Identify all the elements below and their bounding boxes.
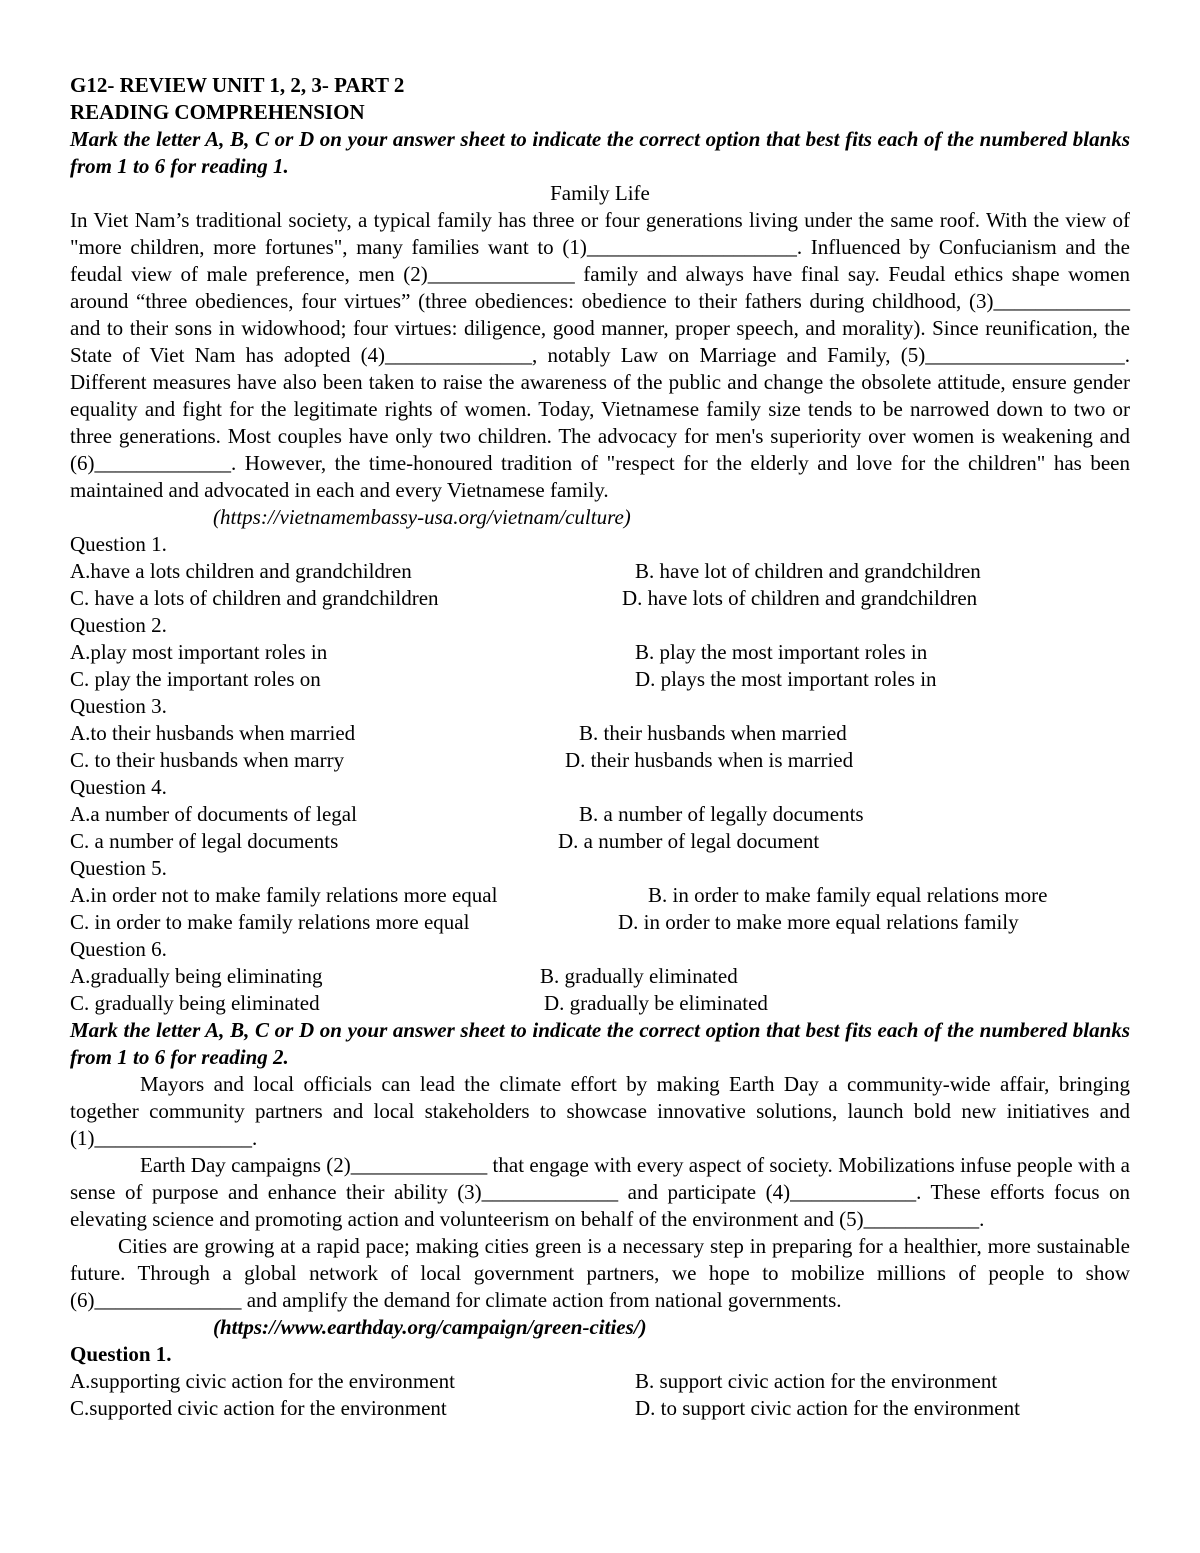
question-label: Question 1. — [70, 1342, 172, 1366]
option-d: D. plays the most important roles in — [635, 667, 937, 691]
reading1-source: (https://vietnamembassy-usa.org/vietnam/culture) — [213, 505, 631, 529]
passage-title: Family Life — [550, 181, 650, 205]
document-title: G12- REVIEW UNIT 1, 2, 3- PART 2 — [70, 73, 405, 97]
option-d: D. to support civic action for the environment — [635, 1396, 1020, 1420]
option-a: A.have a lots children and grandchildren — [70, 559, 412, 583]
option-b: B. a number of legally documents — [579, 802, 864, 826]
option-a: A.play most important roles in — [70, 640, 328, 664]
option-b: B. their husbands when married — [579, 721, 847, 745]
option-c: C. gradually being eliminated — [70, 991, 320, 1015]
question-options-row — [70, 828, 1130, 855]
question-options-row — [70, 747, 1130, 774]
question-label: Question 2. — [70, 613, 167, 637]
option-d: D. a number of legal document — [558, 829, 820, 853]
option-a: A.in order not to make family relations more equal — [70, 883, 498, 907]
option-c: C. play the important roles on — [70, 667, 321, 691]
reading2-source: (https://www.earthday.org/campaign/green-cities/) — [213, 1315, 647, 1339]
reading2-paragraph-2: Earth Day campaigns (2)_____________ that engage with every aspect of society. Mobilizations infuse people with a sense of purpose and enhance their ability (3)_____________ and participate (4)____________. These efforts focus on elevating science and promoting action and volunteerism on behalf of the environment and (5)___________. — [70, 1153, 1130, 1231]
question-label: Question 1. — [70, 532, 167, 556]
section-heading: READING COMPREHENSION — [70, 100, 365, 124]
question-options-row — [70, 909, 1130, 936]
question-label: Question 3. — [70, 694, 167, 718]
question-options-row — [70, 801, 1130, 828]
question-options-row — [70, 558, 1130, 585]
option-a: A.a number of documents of legal — [70, 802, 357, 826]
option-a: A.supporting civic action for the environment — [70, 1369, 455, 1393]
option-c: C.supported civic action for the environment — [70, 1396, 447, 1420]
question-options-row — [70, 639, 1130, 666]
question-label: Question 4. — [70, 775, 167, 799]
question-label: Question 6. — [70, 937, 167, 961]
option-d: D. have lots of children and grandchildren — [622, 586, 978, 610]
option-a: A.to their husbands when married — [70, 721, 356, 745]
option-c: C. in order to make family relations more equal — [70, 910, 470, 934]
option-b: B. in order to make family equal relations more — [648, 883, 1048, 907]
question-options-row — [70, 1368, 1130, 1395]
reading2-paragraph-3: Cities are growing at a rapid pace; making cities green is a necessary step in preparing for a healthier, more sustainable future. Through a global network of local government partners, we hope to mobilize millions of people to show (6)______________ and amplify the demand for climate action from national governments. — [70, 1234, 1130, 1312]
option-b: B. support civic action for the environment — [635, 1369, 998, 1393]
option-d: D. their husbands when is married — [565, 748, 854, 772]
question-options-row — [70, 720, 1130, 747]
question-options-row — [70, 963, 1130, 990]
reading2-paragraph-1: Mayors and local officials can lead the climate effort by making Earth Day a community-wide affair, bringing together community partners and local stakeholders to showcase innovative solutions, launch bold new initiatives and (1)_______________. — [70, 1072, 1130, 1150]
question-options-row — [70, 882, 1130, 909]
option-b: B. have lot of children and grandchildren — [635, 559, 981, 583]
option-a: A.gradually being eliminating — [70, 964, 323, 988]
option-c: C. have a lots of children and grandchildren — [70, 586, 439, 610]
question-options-row — [70, 990, 1130, 1017]
reading2-instruction: Mark the letter A, B, C or D on your answer sheet to indicate the correct option that best fits each of the numbered blanks from 1 to 6 for reading 2. — [70, 1018, 1130, 1069]
option-d: D. gradually be eliminated — [544, 991, 768, 1015]
question-options-row — [70, 1395, 1130, 1422]
question-options-row — [70, 585, 1130, 612]
reading1-passage: In Viet Nam’s traditional society, a typical family has three or four generations living under the same roof. With the view of "more children, more fortunes", many families want to (1)____________________. Influenced by Confucianism and the feudal view of male preference, men (2)______________ family and always have final say. Feudal ethics shape women around “three obediences, four virtues” (three obediences: obedience to their fathers during childhood, (3)_____________ and to their sons in widowhood; four virtues: diligence, good manner, proper speech, and morality). Since reunification, the State of Viet Nam has adopted (4)______________, notably Law on Marriage and Family, (5)___________________. Different measures have also been taken to raise the awareness of the public and change the obsolete attitude, ensure gender equality and fight for the legitimate rights of women. Today, Vietnamese family size tends to be narrowed down to two or three generations. Most couples have only two children. The advocacy for men's superiority over women is weakening and (6)_____________. However, the time-honoured tradition of "respect for the elderly and love for the children" has been maintained and advocated in each and every Vietnamese family. — [70, 208, 1130, 502]
option-b: B. play the most important roles in — [635, 640, 928, 664]
option-b: B. gradually eliminated — [540, 964, 738, 988]
question-label: Question 5. — [70, 856, 167, 880]
option-d: D. in order to make more equal relations family — [618, 910, 1019, 934]
option-c: C. a number of legal documents — [70, 829, 339, 853]
document-page — [70, 72, 1130, 1422]
question-options-row — [70, 666, 1130, 693]
reading1-instruction: Mark the letter A, B, C or D on your answer sheet to indicate the correct option that best fits each of the numbered blanks from 1 to 6 for reading 1. — [70, 127, 1130, 178]
option-c: C. to their husbands when marry — [70, 748, 345, 772]
